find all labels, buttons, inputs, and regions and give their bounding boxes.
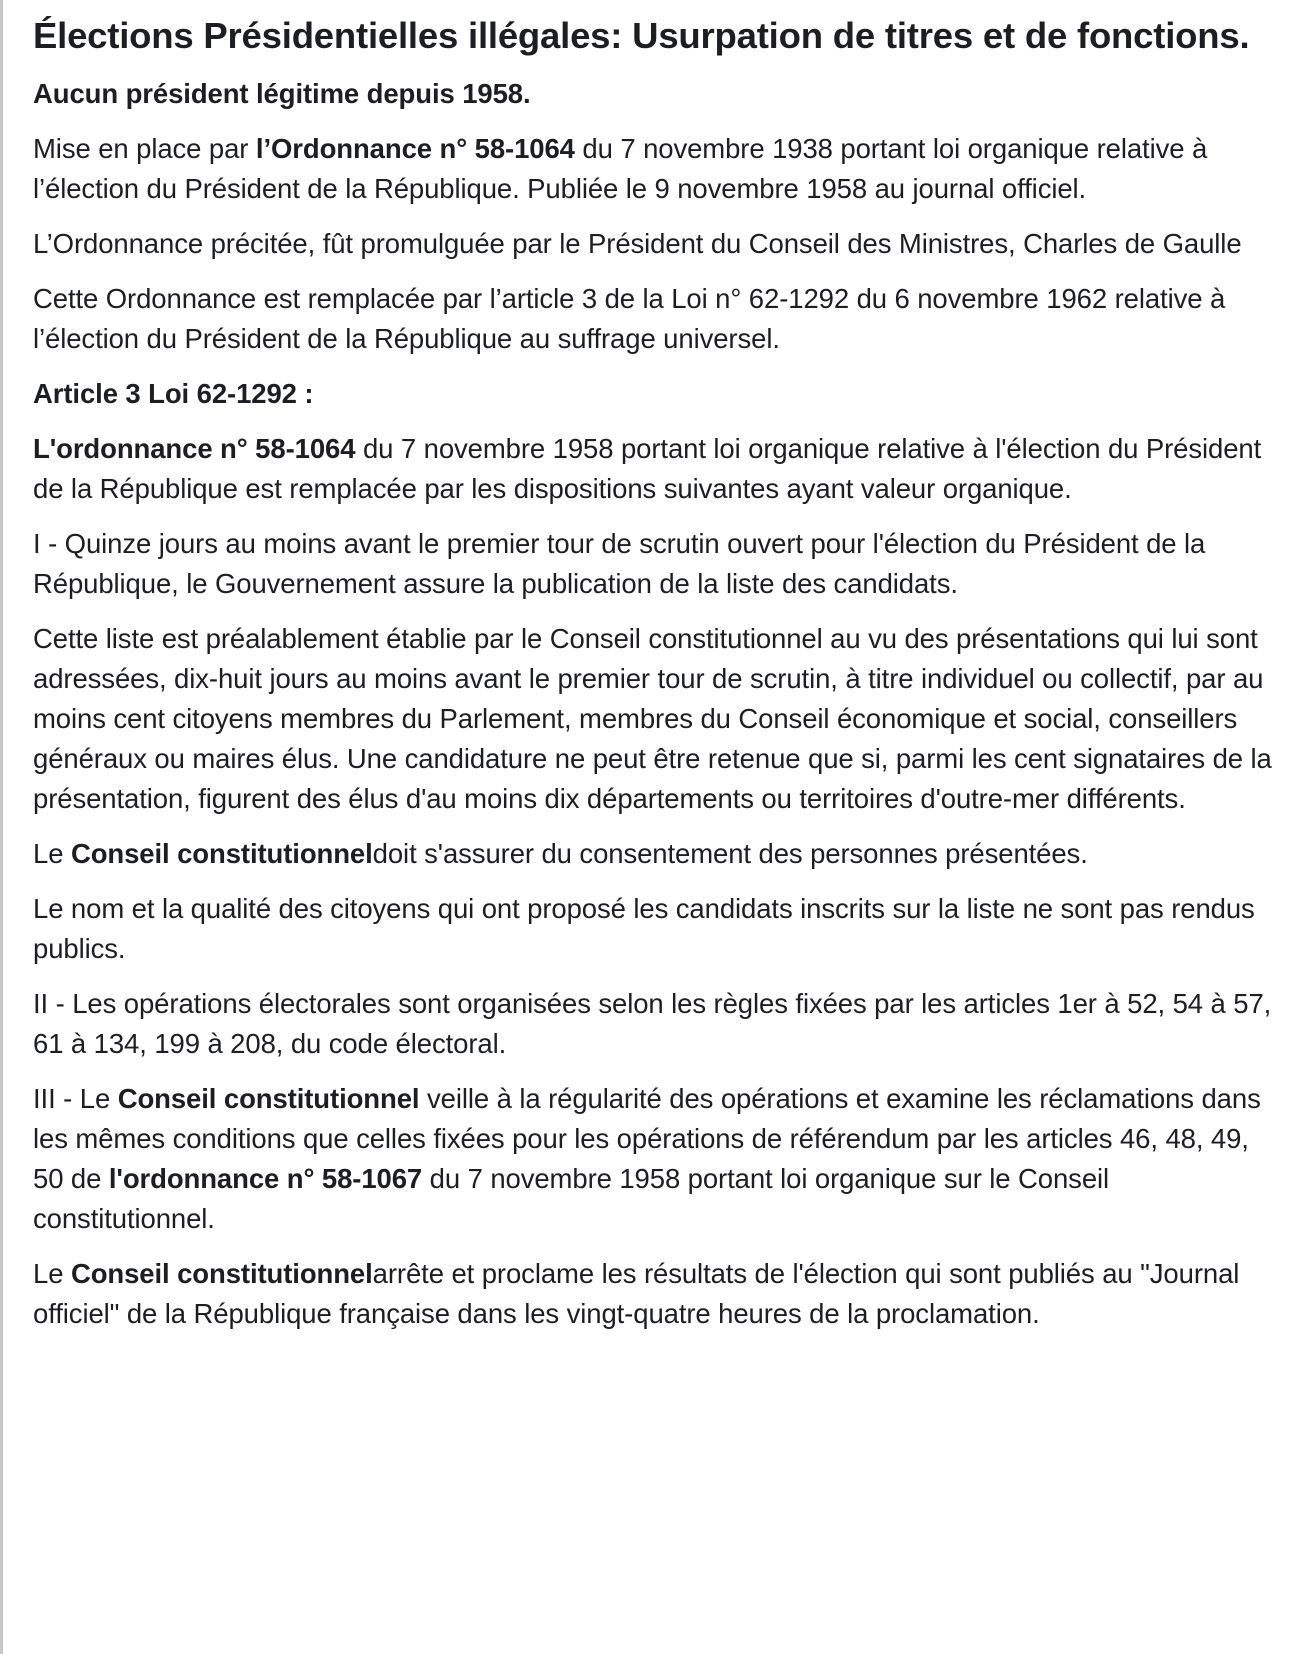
conseil-constitutionnel-ref-3: Conseil constitutionnel [70, 1258, 373, 1289]
paragraph-7-text-c: doit s'assurer du consentement des personnes présentées. [372, 838, 1088, 869]
ordonnance-58-1064-ref-2: L'ordonnance n° 58-1064 [33, 433, 356, 464]
article-body [33, 12, 1273, 1349]
paragraph-10-text-a: III - Le [33, 1083, 118, 1114]
paragraph-10-text-c: veille à la régularité des opérations et examine les réclamations dans les mêmes conditions que celles fixées pour les opérations de référendum par les articles 46, 48, 49, 50 de [33, 1083, 1261, 1194]
paragraph-7 [33, 834, 1273, 874]
paragraph-11-text-a: Le [33, 1258, 71, 1289]
paragraph-6: Cette liste est préalablement établie par le Conseil constitutionnel au vu des présentations qui lui sont adressées, dix-huit jours au moins avant le premier tour de scrutin, à titre individuel ou collectif, par au moins cent citoyens membres du Parlement, membres du Conseil économique et social, conseillers généraux ou maires élus. Une candidature ne peut être retenue que si, parmi les cent signataires de la présentation, figurent des élus d'au moins dix départements ou territoires d'outre-mer différents. [33, 623, 1272, 814]
paragraph-1 [33, 129, 1273, 209]
paragraph-4-text: du 7 novembre 1958 portant loi organique relative à l'élection du Président de la République est remplacée par les dispositions suivantes ayant valeur organique. [33, 433, 1262, 504]
paragraph-1-text-a: Mise en place par [33, 133, 256, 164]
article-subtitle: Aucun président légitime depuis 1958. [33, 78, 531, 109]
paragraph-4 [33, 429, 1273, 509]
paragraph-3: Cette Ordonnance est remplacée par l’article 3 de la Loi n° 62-1292 du 6 novembre 1962 relative à l’élection du Président de la République au suffrage universel. [33, 283, 1226, 354]
paragraph-2: L’Ordonnance précitée, fût promulguée par le Président du Conseil des Ministres, Charles de Gaulle [33, 228, 1242, 259]
paragraph-11 [33, 1254, 1273, 1334]
conseil-constitutionnel-ref-1: Conseil constitutionnel [70, 838, 373, 869]
conseil-constitutionnel-ref-2: Conseil constitutionnel [117, 1083, 420, 1114]
paragraph-7-text-a: Le [33, 838, 71, 869]
paragraph-11-text-c: arrête et proclame les résultats de l'élection qui sont publiés au "Journal officiel" de la République française dans les vingt-quatre heures de la proclamation. [33, 1258, 1240, 1329]
paragraph-10-text-e: du 7 novembre 1958 portant loi organique sur le Conseil constitutionnel. [33, 1163, 1110, 1234]
paragraph-1-text-c: du 7 novembre 1938 portant loi organique relative à l’élection du Président de la République. Publiée le 9 novembre 1958 au journal officiel. [33, 133, 1208, 204]
paragraph-10 [33, 1079, 1273, 1239]
article-title: Élections Présidentielles illégales: Usurpation de titres et de fonctions. [33, 15, 1250, 56]
ordonnance-58-1064-ref: l’Ordonnance n° 58-1064 [255, 133, 575, 164]
ordonnance-58-1067-ref: l'ordonnance n° 58-1067 [108, 1163, 423, 1194]
paragraph-9: II - Les opérations électorales sont organisées selon les règles fixées par les articles 1er à 52, 54 à 57, 61 à 134, 199 à 208, du code électoral. [33, 988, 1272, 1059]
left-border [0, 0, 3, 1654]
article-3-heading: Article 3 Loi 62-1292 : [33, 378, 314, 409]
paragraph-5: I - Quinze jours au moins avant le premier tour de scrutin ouvert pour l'élection du Président de la République, le Gouvernement assure la publication de la liste des candidats. [33, 528, 1206, 599]
paragraph-8: Le nom et la qualité des citoyens qui ont proposé les candidats inscrits sur la liste ne sont pas rendus publics. [33, 893, 1255, 964]
